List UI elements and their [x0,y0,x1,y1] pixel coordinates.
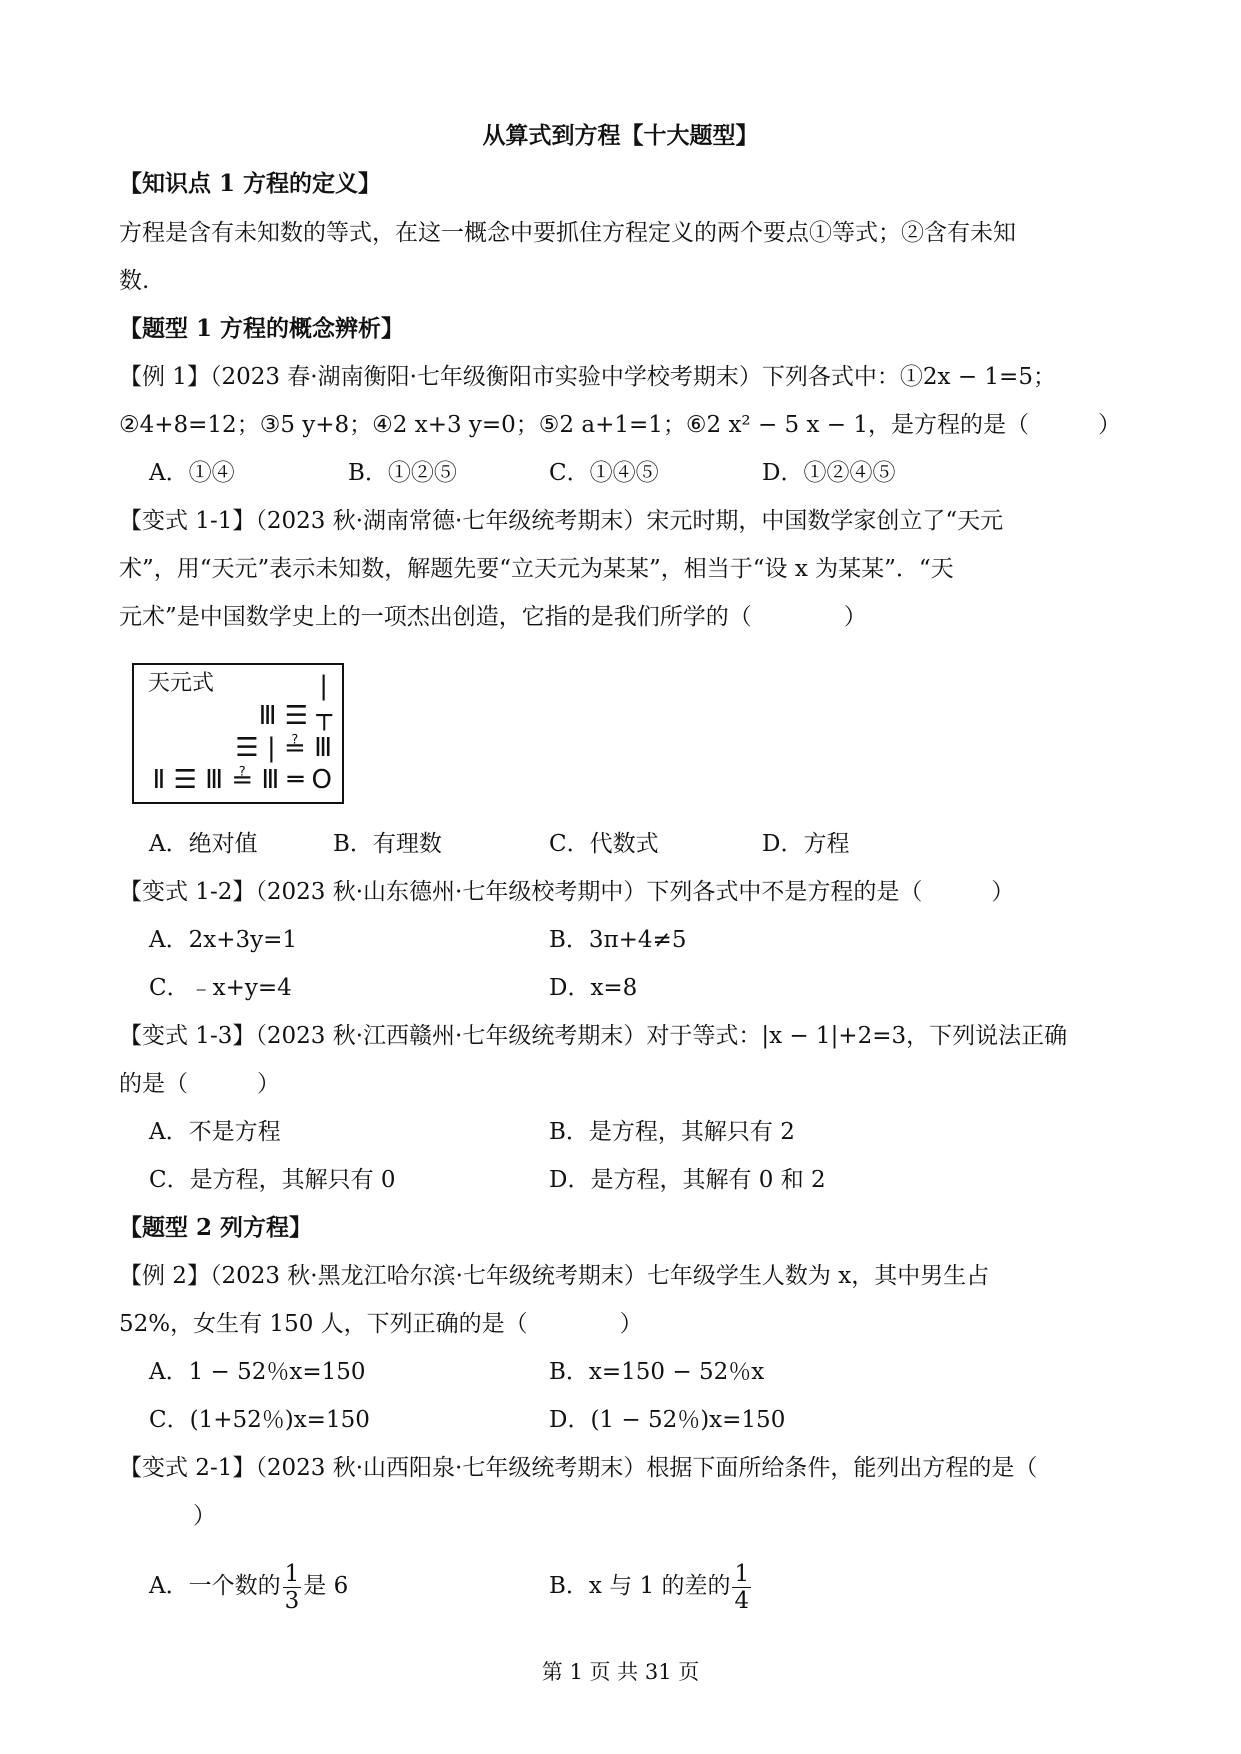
variant-2-1-line: ） [193,1503,216,1529]
option-b: B．有理数 [333,831,442,857]
fraction-numerator: 1 [284,1560,300,1587]
page-footer: 第 1 页 共 31 页 [541,1660,700,1684]
option-c: C．(1+52％)x=150 [149,1407,370,1433]
variant-1-1-line: 元术”是中国数学史上的一项杰出创造，它指的是我们所学的（ ） [119,604,867,630]
figure-label: 天元式 [148,671,215,696]
figure-rod-row: | [319,671,328,701]
variant-1-3-line: 【变式 1-3】（2023 秋·江西赣州·七年级统考期末）对于等式：|x − 1|+2=3，下列说法正确 [119,1023,1068,1049]
figure-rod-row: Ⅱ ☰ Ⅲ ≟ Ⅲ ═ O [152,765,332,795]
option-d: D．(1 − 52％)x=150 [549,1407,786,1433]
option-text: 是 6 [303,1573,349,1599]
option-a: A．绝对值 [149,831,258,857]
fraction-denominator: 4 [734,1587,750,1614]
equation: 2x − 1=5 [922,364,1033,390]
option-c: C．①④⑤ [549,460,659,486]
example-2-line: 52%，女生有 150 人，下列正确的是（ ） [119,1311,643,1337]
figure-rod-row: ☰ | ≟ Ⅲ [235,733,332,763]
fraction-denominator: 3 [284,1587,300,1614]
variant-1-1-line: 术”，用“天元”表示未知数，解题先要“立天元为某某”，相当于“设 x 为某某”．“天 [119,556,954,582]
option-a: A．①④ [149,460,235,486]
example-1-text: 【例 1】（2023 春·湖南衡阳·七年级衡阳市实验中学校考期末）下列各式中：① [119,364,923,390]
fraction [732,1561,751,1614]
option-d: D．①②④⑤ [762,460,896,486]
example-1-line [119,362,1056,392]
knowledge-text-line: 方程是含有未知数的等式，在这一概念中要抓住方程定义的两个要点①等式；②含有未知 [119,220,1016,246]
variant-1-1-line: 【变式 1-1】（2023 秋·湖南常德·七年级统考期末）宋元时期，中国数学家创立了“天元 [119,508,1004,534]
option-text: A．一个数的 [149,1573,281,1599]
knowledge-point-heading: 【知识点 1 方程的定义】 [119,170,382,197]
option-d: D．x=8 [549,975,638,1001]
option-b [549,1556,753,1616]
option-d: D．方程 [762,831,850,857]
option-b: B．①②⑤ [348,460,457,486]
question-type-heading: 【题型 1 方程的概念辨析】 [119,315,405,342]
option-a: A．1 − 52％x=150 [149,1359,366,1385]
example-2-line: 【例 2】（2023 秋·黑龙江哈尔滨·七年级统考期末）七年级学生人数为 x，其中男生占 [119,1263,990,1289]
tianyuan-figure [132,663,344,804]
variant-1-3-line: 的是（ ） [119,1071,280,1097]
option-c: C．是方程，其解只有 0 [149,1167,396,1193]
option-d: D．是方程，其解有 0 和 2 [549,1167,826,1193]
option-text: B．x 与 1 的差的 [549,1573,731,1599]
option-a: A．不是方程 [149,1119,281,1145]
knowledge-text-line: 数. [119,268,150,294]
variant-2-1-line: 【变式 2-1】（2023 秋·山西阳泉·七年级统考期末）根据下面所给条件，能列出方程的是（ [119,1455,1038,1481]
example-1-line: ②4+8=12；③5 y+8；④2 x+3 y=0；⑤2 a+1=1；⑥2 x² − 5 x − 1，是方程的是（ ） [119,412,1121,438]
option-a: A．2x+3y=1 [149,927,298,953]
doc-title: 从算式到方程【十大题型】 [482,122,759,149]
fraction [283,1561,302,1614]
option-b: B．x=150 − 52％x [549,1359,765,1385]
option-a [149,1556,348,1616]
option-b: B．是方程，其解只有 2 [549,1119,795,1145]
fraction-numerator: 1 [734,1560,750,1587]
option-c: C．﹣x+y=4 [149,975,292,1001]
question-type-heading: 【题型 2 列方程】 [119,1214,313,1241]
option-c: C．代数式 [549,831,659,857]
punctuation: ； [1032,364,1056,390]
option-b: B．3π+4≠5 [549,927,687,953]
figure-rod-row: Ⅲ ☰ ┬ [258,701,332,731]
variant-1-2-line: 【变式 1-2】（2023 秋·山东德州·七年级校考期中）下列各式中不是方程的是（ ） [119,879,1015,905]
